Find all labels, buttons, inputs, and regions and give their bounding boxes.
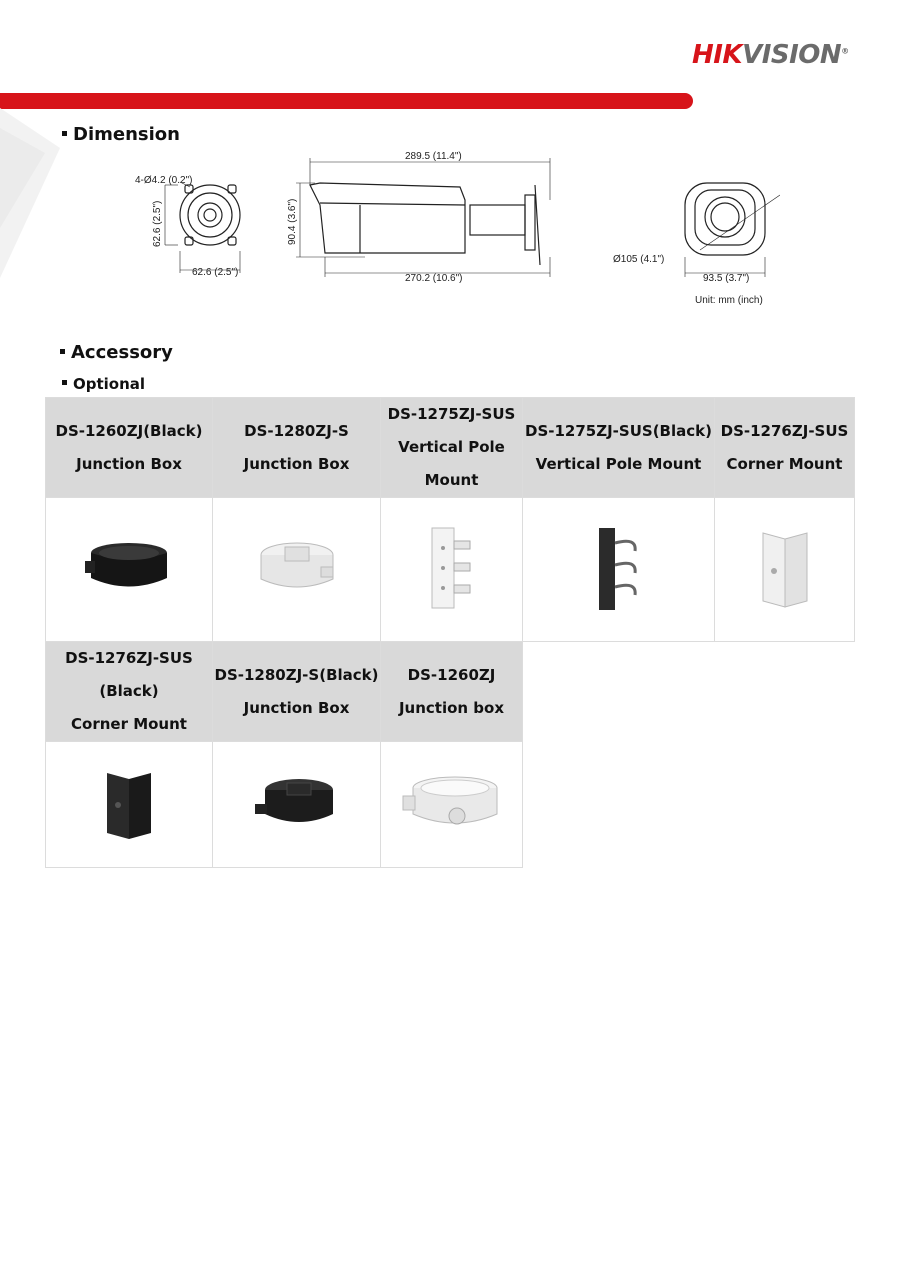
junction-box-white-icon xyxy=(247,533,347,603)
round-junction-box-white-icon xyxy=(397,768,507,838)
accessory-image-cell xyxy=(213,742,381,868)
front-view-outline xyxy=(180,185,240,245)
watermark-decoration xyxy=(0,108,70,288)
bullet-icon xyxy=(60,349,65,354)
front-width-label: 62.6 (2.5") xyxy=(192,267,239,278)
accessory-name-cell: DS-1275ZJ-SUS Vertical Pole Mount xyxy=(381,398,523,498)
accessory-table xyxy=(45,397,855,868)
side-view-housing xyxy=(310,183,465,253)
accessory-image-cell xyxy=(381,742,523,868)
rear-width-label: 93.5 (3.7") xyxy=(703,273,750,284)
bullet-icon xyxy=(62,131,67,136)
diameter-label: Ø105 (4.1") xyxy=(613,254,665,265)
accessory-image-cell xyxy=(46,742,213,868)
rear-view-outline xyxy=(685,183,765,255)
accessory-image-cell xyxy=(213,498,381,642)
accessory-name-cell: DS-1280ZJ-S(Black) Junction Box xyxy=(213,642,381,742)
accessory-image-cell xyxy=(715,498,855,642)
accessory-name-cell: DS-1260ZJ Junction box xyxy=(381,642,523,742)
accessory-name-cell: DS-1275ZJ-SUS(Black) Vertical Pole Mount xyxy=(523,398,715,498)
side-height-label: 90.4 (3.6") xyxy=(287,198,298,245)
body-length-label: 270.2 (10.6") xyxy=(405,273,463,284)
accessory-name-cell: DS-1276ZJ-SUS Corner Mount xyxy=(715,398,855,498)
accessory-name-cell: DS-1276ZJ-SUS (Black) Corner Mount xyxy=(46,642,213,742)
optional-subheading: Optional xyxy=(62,375,145,393)
header-red-bar xyxy=(0,93,693,109)
corner-mount-white-icon xyxy=(755,523,815,613)
accessory-heading: Accessory xyxy=(60,342,173,363)
dimension-drawing xyxy=(120,145,780,290)
junction-box-black-icon xyxy=(247,768,347,838)
unit-note: Unit: mm (inch) xyxy=(695,295,763,306)
front-height-label: 62.6 (2.5") xyxy=(152,200,163,247)
bullet-icon xyxy=(62,380,67,385)
total-length-label: 289.5 (11.4") xyxy=(405,151,462,162)
accessory-name-cell: DS-1260ZJ(Black) Junction Box xyxy=(46,398,213,498)
holes-label: 4-Ø4.2 (0.2") xyxy=(135,175,193,186)
corner-mount-black-icon xyxy=(99,763,159,843)
hikvision-logo: HIKVISION® xyxy=(692,40,849,70)
empty-cell xyxy=(523,642,855,742)
accessory-image-cell xyxy=(46,498,213,642)
accessory-name-cell: DS-1280ZJ-S Junction Box xyxy=(213,398,381,498)
accessory-image-cell xyxy=(381,498,523,642)
pole-mount-white-icon xyxy=(422,523,482,613)
round-junction-box-black-icon xyxy=(79,533,179,603)
accessory-image-cell xyxy=(523,498,715,642)
pole-mount-black-icon xyxy=(589,523,649,613)
empty-cell xyxy=(523,742,855,868)
dimension-heading: Dimension xyxy=(62,124,180,145)
